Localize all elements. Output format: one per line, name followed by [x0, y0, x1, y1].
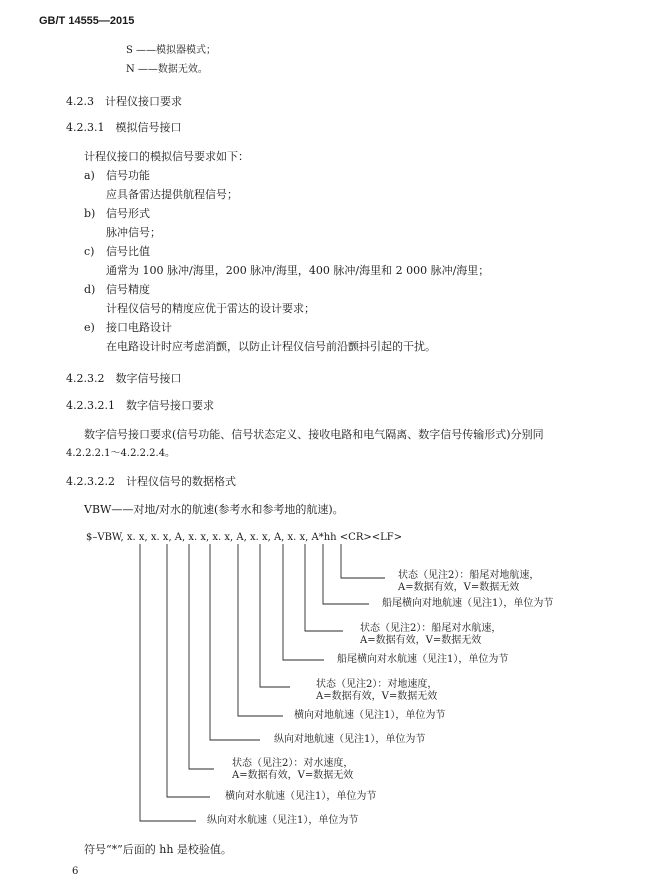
- list-letter: d): [84, 283, 96, 296]
- list-item-body: 在电路设计时应考虑消颤，以防止计程仪信号前沿颤抖引起的干扰。: [106, 340, 436, 353]
- annotation-stern-ground-speed: 船尾横向对地航速（见注1），单位为节: [382, 598, 554, 609]
- list-item-body: 计程仪信号的精度应优于雷达的设计要求；: [106, 302, 315, 315]
- list-letter: b): [84, 207, 96, 220]
- connector-line: [238, 544, 283, 716]
- section-heading-4-2-3-2-2: 4.2.3.2.2 计程仪信号的数据格式: [66, 475, 236, 488]
- annotation-transverse-water-speed: 横向对水航速（见注1），单位为节: [225, 791, 377, 802]
- annotation-longitudinal-ground-speed: 纵向对地航速（见注1），单位为节: [274, 734, 426, 745]
- section-heading-4-2-3-2-1: 4.2.3.2.1 数字信号接口要求: [66, 399, 214, 412]
- annotation-status-values: A=数据有效，V=数据无效: [398, 582, 520, 593]
- connector-line: [260, 544, 290, 687]
- list-letter: c): [84, 245, 95, 258]
- connector-line: [305, 544, 343, 631]
- connector-line: [283, 544, 324, 660]
- annotation-status-values: A=数据有效，V=数据无效: [360, 635, 482, 646]
- section-heading-4-2-3: 4.2.3 计程仪接口要求: [66, 95, 182, 108]
- list-item-body: 通常为 100 脉冲/海里，200 脉冲/海里，400 脉冲/海里和 2 000 脉冲/海里；: [106, 264, 490, 277]
- section-heading-4-2-3-1: 4.2.3.1 模拟信号接口: [66, 121, 182, 134]
- annotation-stern-water-speed: 船尾横向对水航速（见注1），单位为节: [337, 654, 509, 665]
- annotation-status-values: A=数据有效，V=数据无效: [232, 770, 354, 781]
- list-letter: e): [84, 321, 95, 334]
- list-letter: a): [84, 169, 95, 182]
- paragraph-line: 4.2.2.2.1～4.2.2.2.4。: [66, 448, 176, 459]
- annotation-status-values: A=数据有效，V=数据无效: [316, 691, 438, 702]
- connector-line: [140, 544, 196, 821]
- list-item-title: 信号形式: [106, 207, 150, 220]
- vbw-sentence-format: $–VBW, x. x, x. x, A, x. x, x. x, A, x. x, A, x. x, A*hh <CR><LF>: [86, 532, 403, 543]
- paragraph-line: 数字信号接口要求(信号功能、信号状态定义、接收电路和电气隔离、数字信号传输形式)分别同: [84, 428, 544, 441]
- list-item-s: S ——模拟器模式；: [126, 45, 217, 56]
- connector-line: [210, 544, 260, 740]
- list-item-title: 接口电路设计: [106, 321, 172, 334]
- connector-line: [323, 544, 369, 604]
- annotation-longitudinal-water-speed: 纵向对水航速（见注1），单位为节: [207, 815, 359, 826]
- vbw-description: VBW——对地/对水的航速(参考水和参考地的航速)。: [84, 503, 344, 516]
- annotation-status-stern-ground: 状态（见注2）：船尾对地航速，: [398, 570, 540, 581]
- list-item-title: 信号精度: [106, 283, 150, 296]
- intro-paragraph: 计程仪接口的模拟信号要求如下：: [84, 150, 249, 163]
- list-item-body: 应具备雷达提供航程信号；: [106, 188, 238, 201]
- page-number: 6: [72, 866, 79, 877]
- annotation-status-ground: 状态（见注2）：对地速度，: [316, 679, 438, 690]
- connector-line: [341, 544, 385, 578]
- annotation-status-water: 状态（见注2）：对水速度，: [232, 758, 354, 769]
- annotation-status-stern-water: 状态（见注2）：船尾对水航速，: [360, 623, 502, 634]
- list-item-body: 脉冲信号；: [106, 226, 161, 239]
- connector-line: [167, 544, 210, 797]
- checksum-note: 符号“*”后面的 hh 是校验值。: [84, 843, 232, 856]
- list-item-n: N ——数据无效。: [126, 64, 208, 75]
- list-item-title: 信号功能: [106, 169, 150, 182]
- standard-number-header: GB/T 14555—2015: [39, 15, 135, 27]
- list-item-title: 信号比值: [106, 245, 150, 258]
- section-heading-4-2-3-2: 4.2.3.2 数字信号接口: [66, 372, 182, 385]
- annotation-transverse-ground-speed: 横向对地航速（见注1），单位为节: [294, 710, 446, 721]
